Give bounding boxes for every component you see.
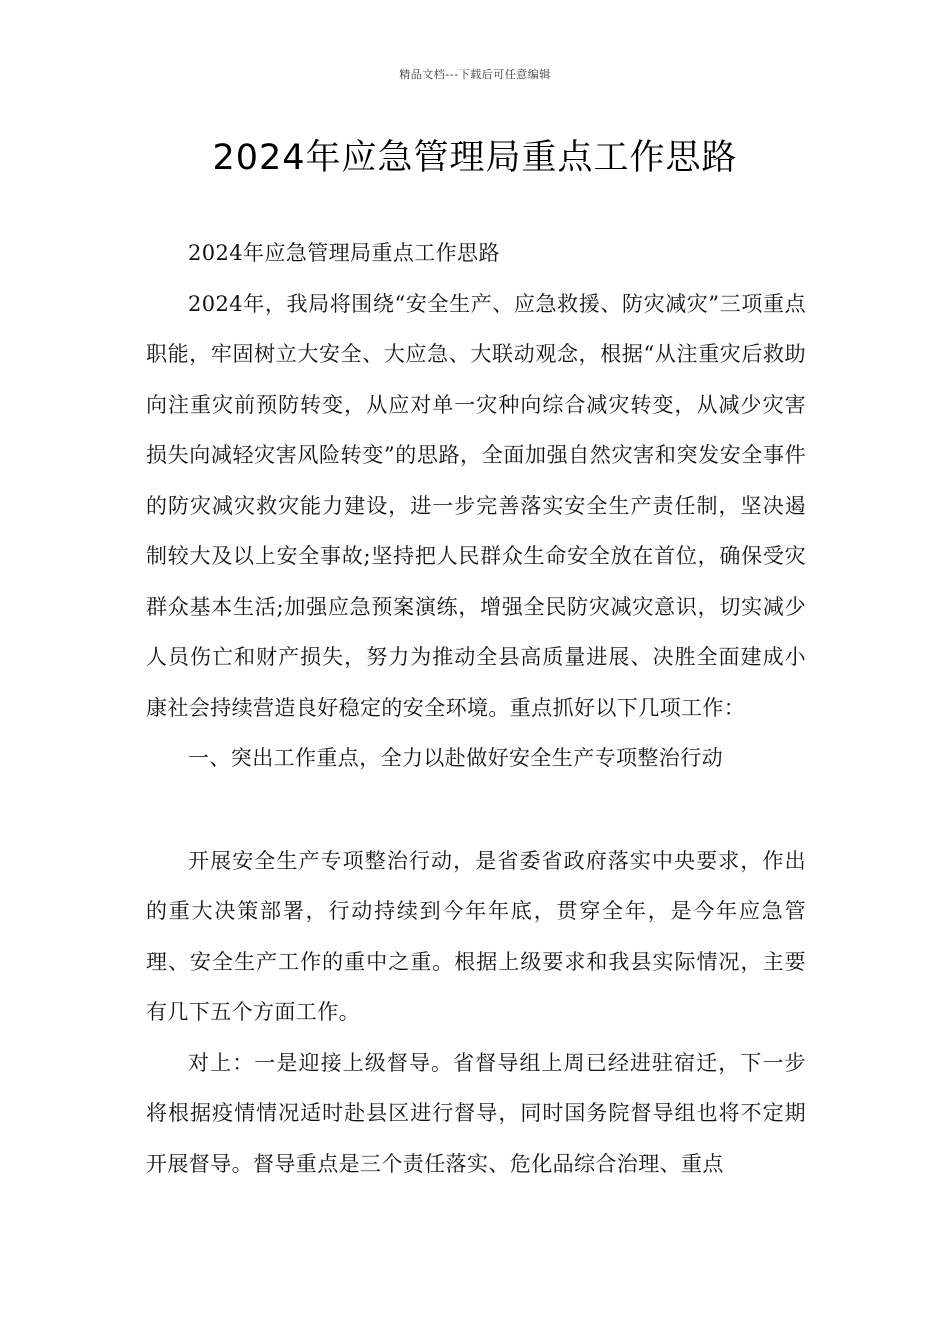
paragraph-section-1-upward: 对上：一是迎接上级督导。省督导组上周已经进驻宿迁，下一步将根据疫情情况适时赴县区进行督导，同时国务院督导组也将不定期开展督导。督导重点是三个责任落实、危化品综合治理、重点 xyxy=(146,1050,806,1176)
paragraph-intro: 2024年，我局将围绕“安全生产、应急救援、防灾减灾”三项重点职能，牢固树立大安全、大应急、大联动观念，根据“从注重灾后救助向注重灾前预防转变，从应对单一灾种向综合减灾转变，从减少灾害损失向减轻灾害风险转变”的思路，全面加强自然灾害和突发安全事件的防灾减灾救灾能力建设，进一步完善落实安全生产责任制，坚决遏制较大及以上安全事故;坚持把人民群众生命安全放在首位，确保受灾群众基本生活;加强应急预案演练，增强全民防灾减灾意识，切实减少人员伤亡和财产损失，努力为推动全县高质量进展、决胜全面建成小康社会持续营造良好稳定的安全环境。重点抓好以下几项工作： xyxy=(146,291,806,720)
document-body xyxy=(146,228,806,1189)
paragraph-subtitle: 2024年应急管理局重点工作思路 xyxy=(188,241,500,265)
document-title: 2024年应急管理局重点工作思路 xyxy=(212,138,738,178)
paragraph-section-1-body: 开展安全生产专项整治行动，是省委省政府落实中央要求，作出的重大决策部署，行动持续到今年年底，贯穿全年，是今年应急管理、安全生产工作的重中之重。根据上级要求和我县实际情况，主要有几下五个方面工作。 xyxy=(146,848,806,1024)
paragraph-spacer xyxy=(146,784,806,836)
header-note: 精品文档---下载后可任意编辑 xyxy=(399,68,551,81)
section-heading-1: 一、突出工作重点，全力以赴做好安全生产专项整治行动 xyxy=(188,746,723,770)
